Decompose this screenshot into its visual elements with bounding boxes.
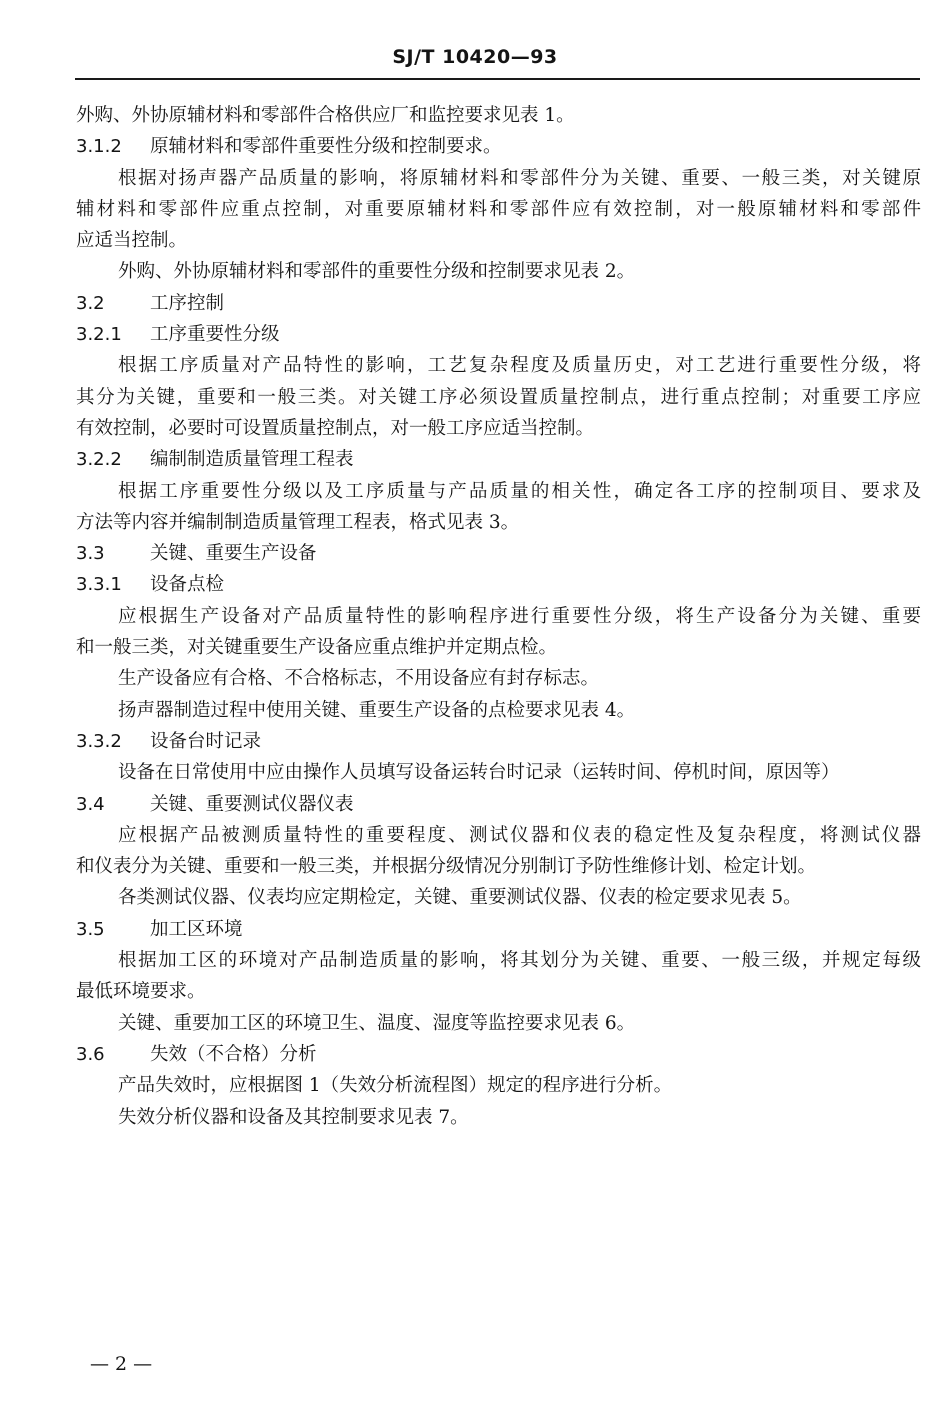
paragraph-line: 根据对扬声器产品质量的影响，将原辅材料和零部件分为关键、重要、一般三类，对关键原 <box>118 167 921 189</box>
paragraph-line: 产品失效时，应根据图 1（失效分析流程图）规定的程序进行分析。 <box>118 1075 673 1097</box>
text-line: 辅材料和零部件应重点控制，对重要原辅材料和零部件应有效控制，对一般原辅材料和零部件 <box>76 198 921 220</box>
section-number: 3.5 <box>76 918 105 940</box>
text-line: 外购、外协原辅材料和零部件合格供应厂和监控要求见表 1。 <box>76 105 575 126</box>
text-line: 最低环境要求。 <box>76 981 206 1003</box>
text-line: 和仪表分为关键、重要和一般三类，并根据分级情况分别制订予防性维修计划、检定计划。 <box>76 856 817 878</box>
section-number: 3.2.2 <box>76 449 122 471</box>
section-number: 3.4 <box>76 793 105 815</box>
section-title: 编制制造质量管理工程表 <box>150 449 354 471</box>
section-heading <box>76 288 921 319</box>
paragraph-line: 根据工序重要性分级以及工序质量与产品质量的相关性，确定各工序的控制项目、要求及 <box>118 480 921 502</box>
page-number: — 2 — <box>90 1353 153 1375</box>
section-number: 3.1.2 <box>76 136 122 158</box>
paragraph-line: 各类测试仪器、仪表均应定期检定，关键、重要测试仪器、仪表的检定要求见表 5。 <box>118 887 802 909</box>
section-heading <box>76 319 921 350</box>
section-title: 工序重要性分级 <box>150 324 280 346</box>
paragraph-line: 根据工序质量对产品特性的影响，工艺复杂程度及质量历史，对工艺进行重要性分级，将 <box>118 355 921 377</box>
section-heading <box>76 131 921 162</box>
paragraph-line: 外购、外协原辅材料和零部件的重要性分级和控制要求见表 2。 <box>118 261 636 283</box>
text-line: 和一般三类，对关键重要生产设备应重点维护并定期点检。 <box>76 637 558 659</box>
section-title: 关键、重要生产设备 <box>150 543 317 565</box>
section-heading <box>76 726 921 757</box>
paragraph-line: 扬声器制造过程中使用关键、重要生产设备的点检要求见表 4。 <box>118 699 636 721</box>
paragraph-line: 设备在日常使用中应由操作人员填写设备运转台时记录（运转时间、停机时间，原因等） <box>118 762 840 784</box>
paragraph-line: 应根据生产设备对产品质量特性的影响程序进行重要性分级，将生产设备分为关键、重要 <box>118 605 921 627</box>
section-heading <box>76 789 921 820</box>
section-heading <box>76 1039 921 1070</box>
section-title: 设备台时记录 <box>150 730 262 752</box>
text-line: 其分为关键，重要和一般三类。对关键工序必须设置质量控制点，进行重点控制；对重要工序应 <box>76 386 921 408</box>
text-line: 应适当控制。 <box>76 230 188 252</box>
section-title: 原辅材料和零部件重要性分级和控制要求。 <box>150 136 502 158</box>
paragraph-line: 根据加工区的环境对产品制造质量的影响，将其划分为关键、重要、一般三级，并规定每级 <box>118 950 921 972</box>
section-number: 3.6 <box>76 1043 105 1065</box>
document-body <box>76 100 921 1133</box>
text-line: 方法等内容并编制制造质量管理工程表，格式见表 3。 <box>76 511 520 533</box>
section-title: 关键、重要测试仪器仪表 <box>150 793 354 815</box>
section-heading <box>76 914 921 945</box>
paragraph-line: 生产设备应有合格、不合格标志，不用设备应有封存标志。 <box>118 668 600 690</box>
paragraph-line: 关键、重要加工区的环境卫生、温度、湿度等监控要求见表 6。 <box>118 1012 636 1034</box>
section-heading <box>76 538 921 569</box>
section-number: 3.2.1 <box>76 324 122 346</box>
header-divider <box>75 78 920 80</box>
section-title: 失效（不合格）分析 <box>150 1043 317 1065</box>
section-heading <box>76 444 921 475</box>
paragraph-line: 应根据产品被测质量特性的重要程度、测试仪器和仪表的稳定性及复杂程度，将测试仪器 <box>118 824 921 846</box>
section-number: 3.3.2 <box>76 730 122 752</box>
text-line: 有效控制，必要时可设置质量控制点，对一般工序应适当控制。 <box>76 417 595 439</box>
section-number: 3.3.1 <box>76 574 122 596</box>
paragraph-line: 失效分析仪器和设备及其控制要求见表 7。 <box>118 1106 469 1128</box>
section-title: 加工区环境 <box>150 918 243 940</box>
section-heading <box>76 569 921 600</box>
section-title: 设备点检 <box>150 574 225 596</box>
section-number: 3.3 <box>76 543 105 565</box>
section-title: 工序控制 <box>150 292 225 314</box>
document-code-header: SJ/T 10420—93 <box>392 46 558 68</box>
section-number: 3.2 <box>76 292 105 314</box>
